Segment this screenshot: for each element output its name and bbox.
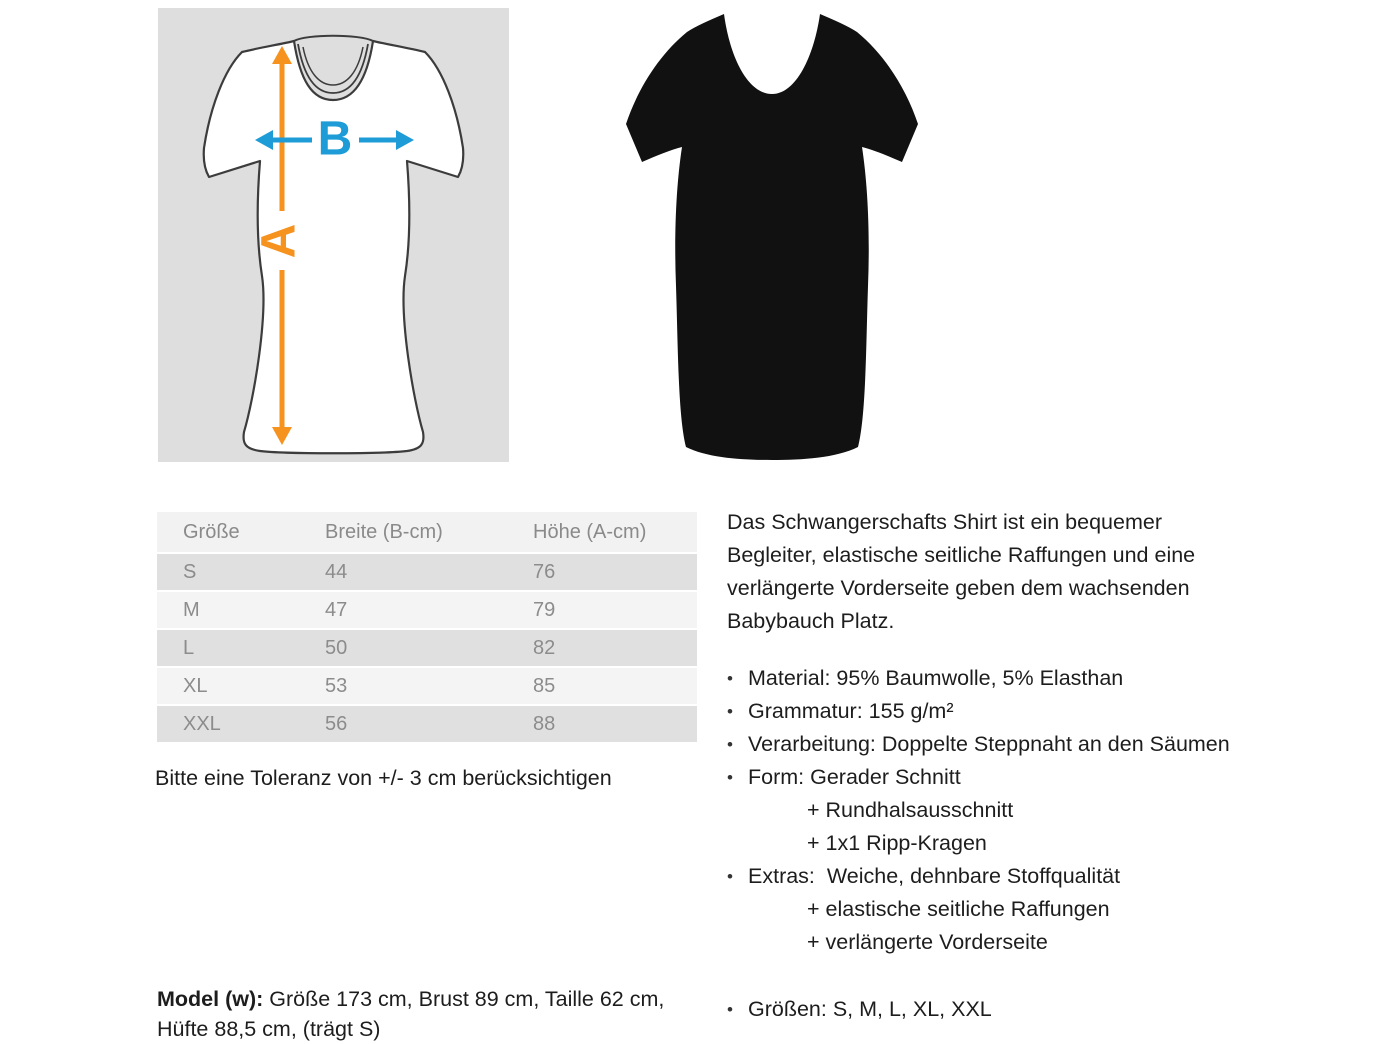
feature-bullet-list [727, 662, 1317, 1026]
bullet-extras-sub: + verlängerte Vorderseite [807, 930, 1048, 954]
product-description [727, 506, 1317, 1026]
cell-breite: 47 [325, 598, 348, 621]
bullet-text: Material: 95% Baumwolle, 5% Elasthan [748, 666, 1124, 690]
description-intro-line: Begleiter, elastische seitliche Raffungen und eine [727, 543, 1196, 567]
bullet-groessen [727, 993, 1317, 1026]
model-info [157, 984, 717, 1044]
cell-hoehe: 85 [533, 674, 556, 697]
header-hoehe: Höhe (A-cm) [533, 520, 647, 543]
tshirt-measurement-illustration [158, 8, 509, 462]
model-info-label: Model (w): [157, 987, 264, 1011]
arrow-b-label: B [317, 112, 353, 166]
table-row [157, 552, 697, 590]
bullet-dot-icon: • [727, 735, 733, 754]
bullet-form [727, 761, 1317, 794]
model-info-line2: Hüfte 88,5 cm, (trägt S) [157, 1017, 381, 1041]
size-table [157, 512, 697, 742]
header-groesse: Größe [183, 520, 240, 543]
cell-size: M [183, 598, 200, 621]
bullet-dot-icon: • [727, 867, 733, 886]
cell-breite: 44 [325, 560, 348, 583]
maternity-shirt-image [612, 6, 942, 462]
cell-hoehe: 76 [533, 560, 556, 583]
description-intro-line: verlängerte Vorderseite geben dem wachsenden [727, 576, 1190, 600]
bullet-extras-sub: + elastische seitliche Raffungen [807, 897, 1110, 921]
cell-size: XL [183, 674, 208, 697]
bullet-extras [727, 860, 1317, 893]
table-row [157, 666, 697, 704]
cell-size: XXL [183, 712, 221, 735]
cell-size: L [183, 636, 195, 659]
bullet-form-sub: + Rundhalsausschnitt [807, 798, 1014, 822]
bullet-text: Extras: Weiche, dehnbare Stoffqualität [748, 864, 1121, 888]
table-row [157, 704, 697, 742]
cell-breite: 53 [325, 674, 348, 697]
header-breite: Breite (B-cm) [325, 520, 443, 543]
model-info-line1 [157, 984, 717, 1014]
bullet-text: Verarbeitung: Doppelte Steppnaht an den Säumen [748, 732, 1230, 756]
table-row [157, 590, 697, 628]
arrow-a-label: A [252, 223, 306, 259]
size-diagram [158, 8, 509, 462]
model-info-measurements: Größe 173 cm, Brust 89 cm, Taille 62 cm, [263, 987, 665, 1011]
cell-size: S [183, 560, 197, 583]
bullet-verarbeitung [727, 728, 1317, 761]
bullet-material [727, 662, 1317, 695]
description-intro-line: Babybauch Platz. [727, 609, 895, 633]
bullet-dot-icon: • [727, 1000, 733, 1019]
bullet-text: Größen: S, M, L, XL, XXL [748, 997, 992, 1021]
cell-breite: 56 [325, 712, 348, 735]
bullet-grammatur [727, 695, 1317, 728]
bullet-dot-icon: • [727, 768, 733, 787]
cell-breite: 50 [325, 636, 348, 659]
bullet-dot-icon: • [727, 702, 733, 721]
collar-rib-line-inner [303, 47, 363, 85]
bullet-text: Form: Gerader Schnitt [748, 765, 961, 789]
table-row [157, 628, 697, 666]
bullet-form-sub: + 1x1 Ripp-Kragen [807, 831, 987, 855]
tolerance-note: Bitte eine Toleranz von +/- 3 cm berücksichtigen [155, 766, 612, 790]
bullet-text: Grammatur: 155 g/m² [748, 699, 954, 723]
product-photo [612, 6, 942, 462]
cell-hoehe: 82 [533, 636, 556, 659]
cell-hoehe: 79 [533, 598, 556, 621]
collar-back-edge [294, 36, 373, 41]
cell-hoehe: 88 [533, 712, 556, 735]
bullet-dot-icon: • [727, 669, 733, 688]
description-intro-line: Das Schwangerschafts Shirt ist ein bequemer [727, 510, 1162, 534]
size-table-header-row [157, 512, 697, 552]
tshirt-outline [204, 41, 464, 453]
